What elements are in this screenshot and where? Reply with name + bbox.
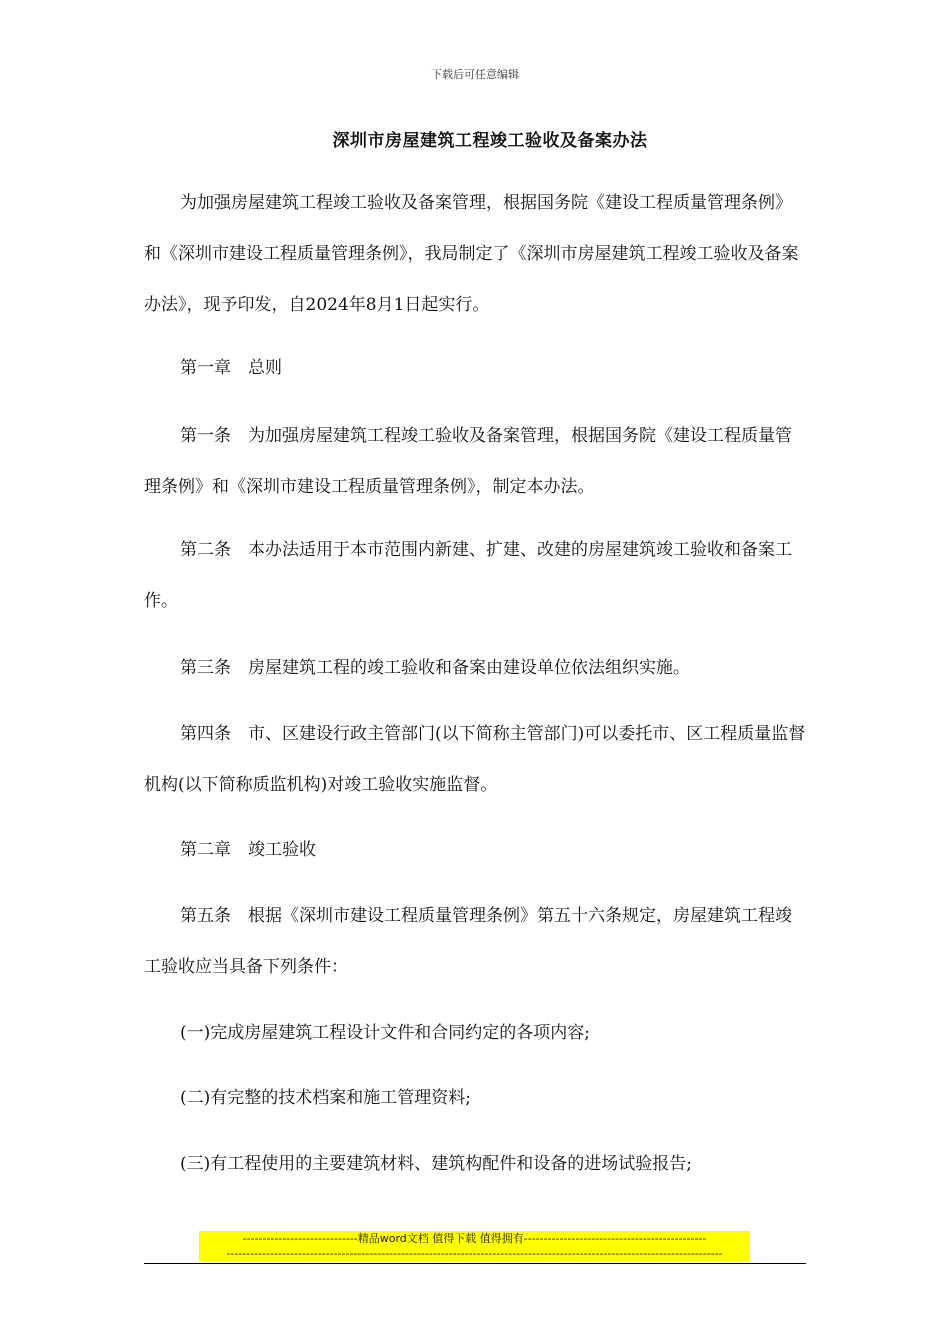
paragraph-article: 第二条 本办法适用于本市范围内新建、扩建、改建的房屋建筑竣工验收和备案工作。 [144, 540, 792, 611]
footer-banner-dashes: ----------------------------------------------------------------------------------------------------------------------------- [226, 1247, 723, 1260]
document-title: 深圳市房屋建筑工程竣工验收及备案办法 [332, 131, 648, 151]
chapter-heading: 第二章 竣工验收 [180, 840, 316, 860]
header-note: 下载后可任意编辑 [431, 68, 519, 81]
footer-banner-text: -----------------------------精品word文档 值得下载 值得拥有---------------------------------------------- [242, 1232, 707, 1245]
footer-rule [144, 1263, 806, 1264]
list-item: (一)完成房屋建筑工程设计文件和合同约定的各项内容; [180, 1023, 590, 1043]
paragraph-article: 第五条 根据《深圳市建设工程质量管理条例》第五十六条规定，房屋建筑工程竣工验收应当具备下列条件： [144, 906, 792, 977]
list-item: (三)有工程使用的主要建筑材料、建筑构配件和设备的进场试验报告; [180, 1154, 692, 1174]
paragraph-article: 第四条 市、区建设行政主管部门(以下简称主管部门)可以委托市、区工程质量监督机构(以下简称质监机构)对竣工验收实施监督。 [144, 724, 806, 795]
chapter-heading: 第一章 总则 [180, 358, 282, 378]
paragraph-intro: 为加强房屋建筑工程竣工验收及备案管理，根据国务院《建设工程质量管理条例》和《深圳市建设工程质量管理条例》，我局制定了《深圳市房屋建筑工程竣工验收及备案办法》，现予印发，自2024年8月1日起实行。 [144, 193, 799, 315]
paragraph-article: 第一条 为加强房屋建筑工程竣工验收及备案管理，根据国务院《建设工程质量管理条例》和《深圳市建设工程质量管理条例》，制定本办法。 [144, 426, 792, 497]
list-item: (二)有完整的技术档案和施工管理资料; [180, 1088, 471, 1108]
footer-banner [199, 1231, 750, 1261]
paragraph-article: 第三条 房屋建筑工程的竣工验收和备案由建设单位依法组织实施。 [180, 658, 690, 678]
